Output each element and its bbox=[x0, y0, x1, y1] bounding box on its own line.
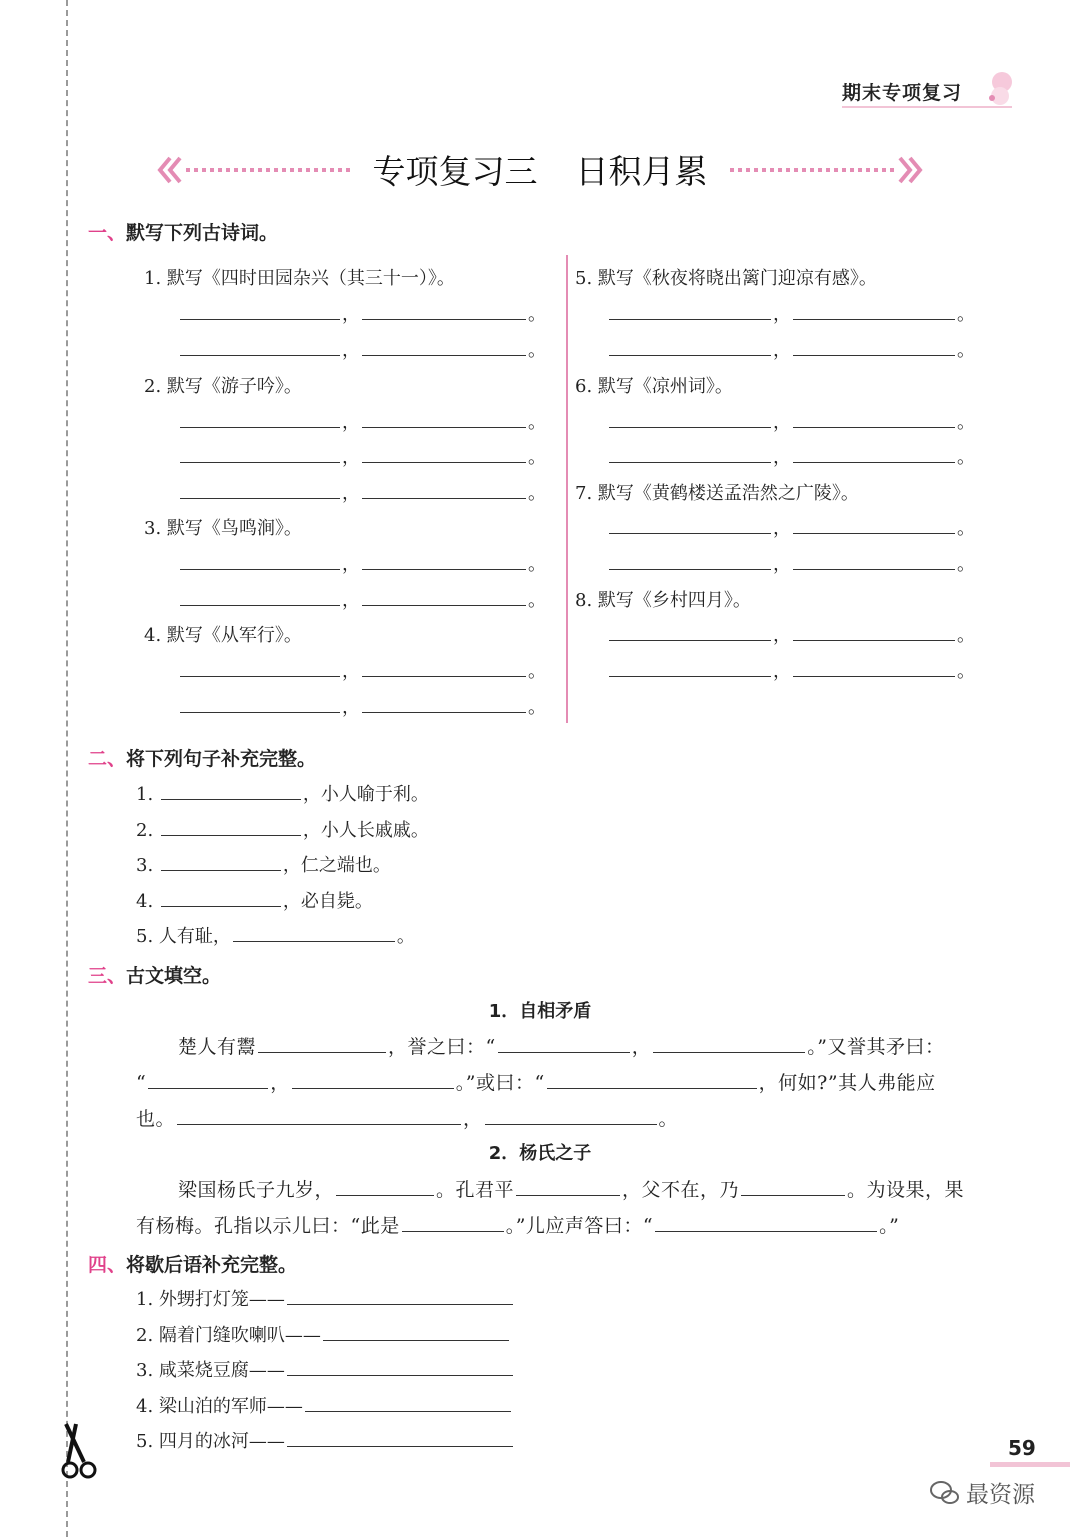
poem-blank-line[interactable]: ， 。 bbox=[178, 693, 546, 719]
passage-1-title: 1．自相矛盾 bbox=[488, 1001, 592, 1022]
idiom-item-1[interactable]: 1. 外甥打灯笼—— bbox=[136, 1285, 515, 1311]
sentence-item-3[interactable]: 3. ，仁之端也。 bbox=[136, 851, 391, 877]
page-number-bar bbox=[990, 1462, 1070, 1467]
scissors-icon bbox=[58, 1422, 102, 1482]
poem-blank-line[interactable]: ， 。 bbox=[178, 657, 546, 683]
section-2-heading: 二、将下列句子补充完整。 bbox=[88, 748, 317, 770]
poem-blank-line[interactable]: ， 。 bbox=[178, 550, 546, 576]
section-1-heading: 一、默写下列古诗词。 bbox=[88, 222, 279, 244]
passage-1-line-1[interactable]: 楚人有鬻 ，誉之曰：“ ， 。”又誉其矛曰： bbox=[178, 1036, 945, 1058]
poem-item-8: 8. 默写《乡村四月》。 bbox=[575, 590, 751, 611]
sentence-item-2[interactable]: 2. ，小人长戚戚。 bbox=[136, 816, 429, 842]
poem-item-1: 1. 默写《四时田园杂兴（其三十一）》。 bbox=[144, 268, 455, 289]
passage-2-title: 2．杨氏之子 bbox=[488, 1143, 592, 1164]
poem-item-3: 3. 默写《鸟鸣涧》。 bbox=[144, 518, 302, 539]
poem-blank-line[interactable]: ， 。 bbox=[607, 657, 975, 683]
title-part1: 专项复习三 bbox=[372, 152, 538, 191]
wechat-icon bbox=[930, 1480, 960, 1506]
section-3-heading: 三、古文填空。 bbox=[88, 965, 222, 987]
passage-2-line-1[interactable]: 梁国杨氏子九岁， 。孔君平 ，父不在，乃 。为设果，果 bbox=[178, 1179, 965, 1201]
poem-blank-line[interactable]: ， 。 bbox=[178, 408, 546, 434]
poem-item-5: 5. 默写《秋夜将晓出篱门迎凉有感》。 bbox=[575, 268, 877, 289]
sentence-item-1[interactable]: 1. ，小人喻于利。 bbox=[136, 780, 429, 806]
poem-item-2: 2. 默写《游子吟》。 bbox=[144, 376, 302, 397]
poem-blank-line[interactable]: ， 。 bbox=[178, 336, 546, 362]
girl-decoration-icon bbox=[980, 68, 1020, 108]
sentence-item-4[interactable]: 4. ，必自毙。 bbox=[136, 887, 373, 913]
poem-item-4: 4. 默写《从军行》。 bbox=[144, 625, 302, 646]
cut-line bbox=[66, 0, 68, 1537]
poem-item-7: 7. 默写《黄鹤楼送孟浩然之广陵》。 bbox=[575, 483, 859, 504]
poem-blank-line[interactable]: ， 。 bbox=[178, 479, 546, 505]
poem-blank-line[interactable]: ， 。 bbox=[607, 408, 975, 434]
idiom-item-5[interactable]: 5. 四月的冰河—— bbox=[136, 1427, 515, 1453]
passage-2-line-2[interactable]: 有杨梅。孔指以示儿曰：“此是 。”儿应声答曰：“ 。” bbox=[136, 1215, 900, 1237]
idiom-item-2[interactable]: 2. 隔着门缝吹喇叭—— bbox=[136, 1321, 511, 1347]
section-4-heading: 四、将歇后语补充完整。 bbox=[88, 1254, 298, 1276]
passage-1-line-3[interactable]: 也。 ， 。 bbox=[136, 1108, 679, 1130]
poem-blank-line[interactable]: ， 。 bbox=[607, 336, 975, 362]
title-right-arrows-icon bbox=[728, 150, 924, 190]
poem-blank-line[interactable]: ， 。 bbox=[607, 514, 975, 540]
poem-blank-line[interactable]: ， 。 bbox=[607, 550, 975, 576]
poem-blank-line[interactable]: ， 。 bbox=[178, 300, 546, 326]
page-number: 59 bbox=[1008, 1436, 1036, 1460]
section-label: 期末专项复习 bbox=[842, 82, 963, 104]
poem-blank-line[interactable]: ， 。 bbox=[607, 300, 975, 326]
sentence-item-5[interactable]: 5. 人有耻， 。 bbox=[136, 922, 415, 948]
idiom-item-3[interactable]: 3. 咸菜烧豆腐—— bbox=[136, 1356, 515, 1382]
column-divider bbox=[566, 255, 568, 723]
poem-blank-line[interactable]: ， 。 bbox=[607, 443, 975, 469]
watermark-text: 最资源 bbox=[966, 1482, 1035, 1508]
poem-item-6: 6. 默写《凉州词》。 bbox=[575, 376, 733, 397]
poem-blank-line[interactable]: ， 。 bbox=[178, 586, 546, 612]
poem-blank-line[interactable]: ， 。 bbox=[178, 443, 546, 469]
passage-1-line-2[interactable]: “ ， 。”或曰：“ ，何如?”其人弗能应 bbox=[136, 1072, 936, 1094]
poem-blank-line[interactable]: ， 。 bbox=[607, 621, 975, 647]
title-part2: 日积月累 bbox=[575, 152, 708, 191]
idiom-item-4[interactable]: 4. 梁山泊的军师—— bbox=[136, 1392, 513, 1418]
